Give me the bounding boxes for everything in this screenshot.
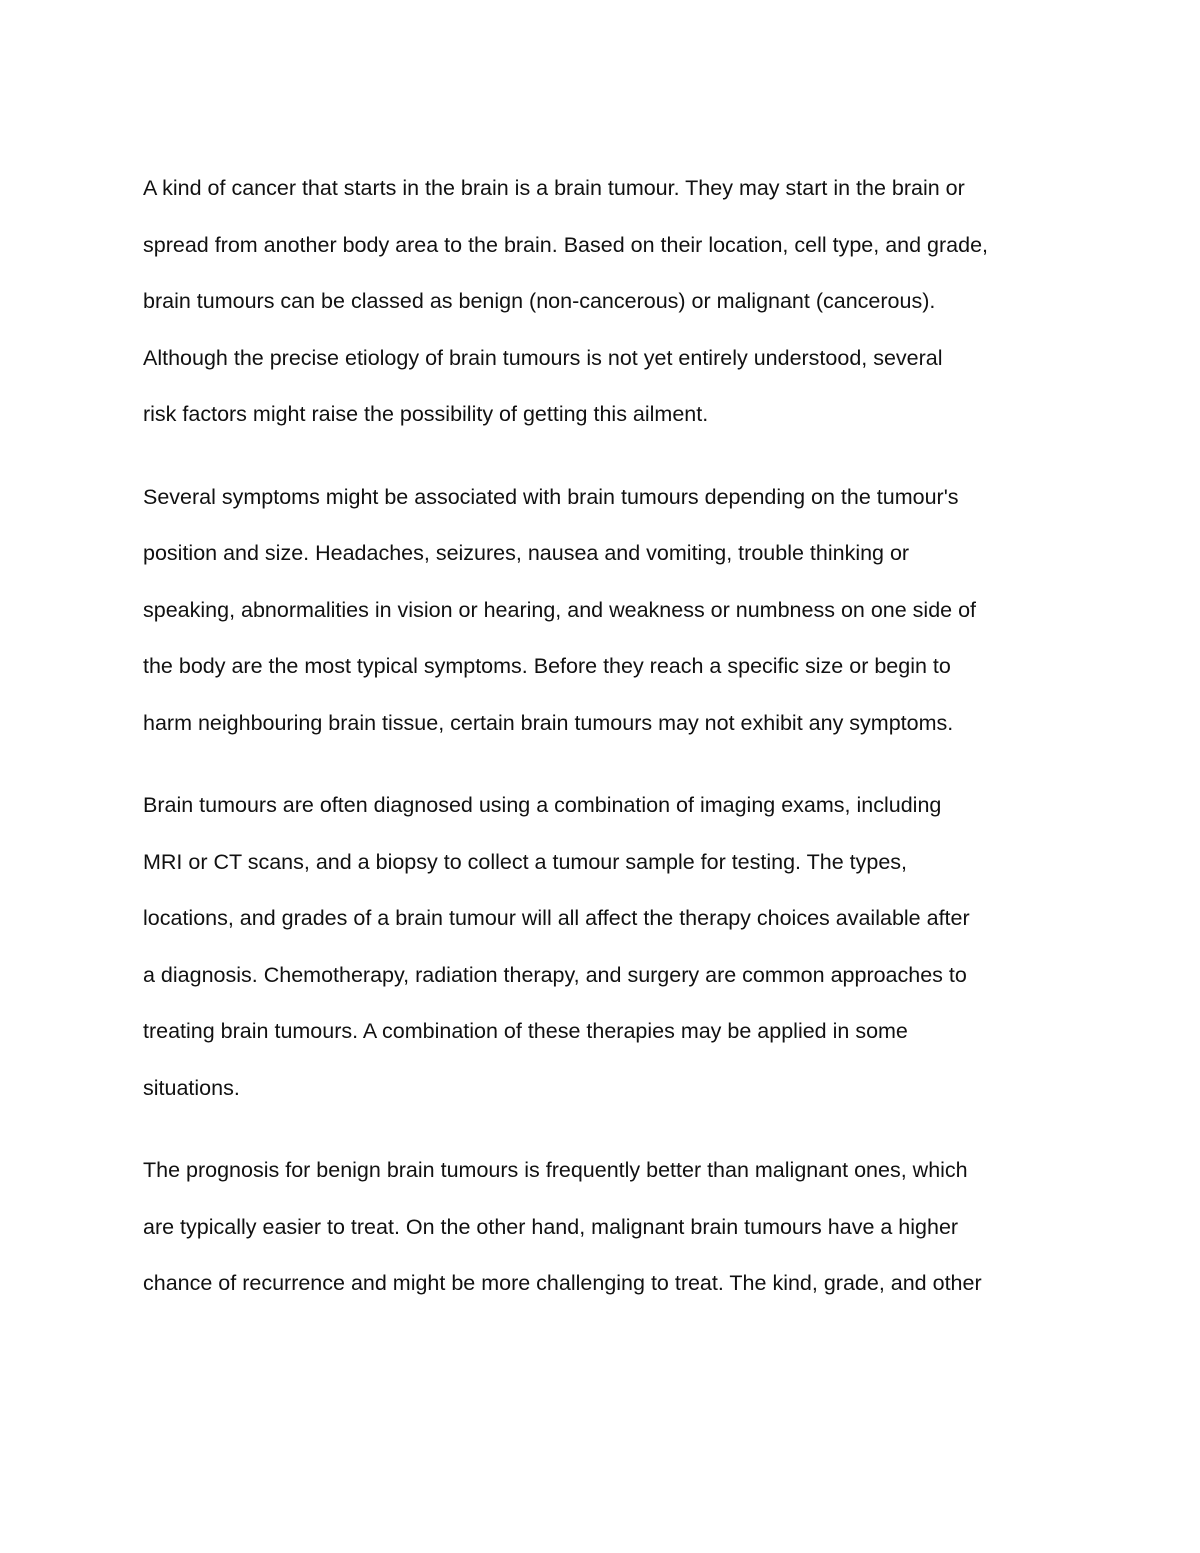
text-line: a diagnosis. Chemotherapy, radiation therapy, and surgery are common approaches to [143, 962, 967, 987]
text-line: MRI or CT scans, and a biopsy to collect a tumour sample for testing. The types, [143, 849, 907, 874]
paragraph-diagnosis [143, 777, 1063, 1116]
text-line: The prognosis for benign brain tumours is frequently better than malignant ones, which [143, 1158, 968, 1182]
text-line: A kind of cancer that starts in the brain is a brain tumour. They may start in the brain or [143, 176, 965, 200]
document-body [143, 160, 1063, 1338]
text-line: Although the precise etiology of brain tumours is not yet entirely understood, several [143, 345, 943, 370]
text-line: harm neighbouring brain tissue, certain brain tumours may not exhibit any symptoms. [143, 710, 954, 735]
text-line: the body are the most typical symptoms. Before they reach a specific size or begin to [143, 654, 951, 678]
paragraph-symptoms [143, 469, 1063, 752]
text-line: Several symptoms might be associated with brain tumours depending on the tumour's [143, 484, 959, 509]
text-line: situations. [143, 1075, 240, 1100]
text-line: locations, and grades of a brain tumour will all affect the therapy choices available after [143, 906, 970, 930]
text-line: treating brain tumours. A combination of these therapies may be applied in some [143, 1019, 908, 1043]
text-line: Brain tumours are often diagnosed using a combination of imaging exams, including [143, 793, 942, 817]
text-line: position and size. Headaches, seizures, nausea and vomiting, trouble thinking or [143, 541, 910, 565]
text-line: risk factors might raise the possibility of getting this ailment. [143, 402, 709, 426]
paragraph-intro [143, 160, 1063, 443]
text-line: chance of recurrence and might be more challenging to treat. The kind, grade, and other [143, 1271, 982, 1295]
paragraph-prognosis [143, 1142, 1063, 1312]
text-line: are typically easier to treat. On the other hand, malignant brain tumours have a higher [143, 1214, 959, 1239]
text-line: brain tumours can be classed as benign (non-cancerous) or malignant (cancerous). [143, 289, 936, 313]
text-line: speaking, abnormalities in vision or hearing, and weakness or numbness on one side of [143, 597, 977, 622]
text-line: spread from another body area to the brain. Based on their location, cell type, and grade, [143, 232, 988, 257]
